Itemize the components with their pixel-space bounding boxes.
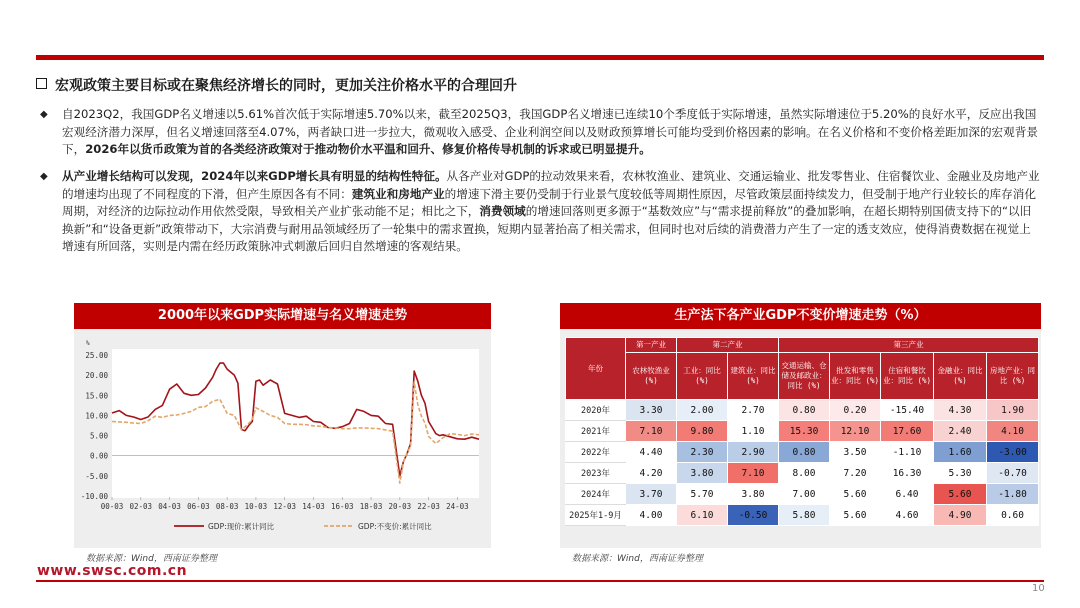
table-cell: 12.10 xyxy=(830,421,881,442)
y-tick-label: 0.00 xyxy=(89,451,108,461)
column-header: 农林牧渔业 (%) xyxy=(626,353,677,400)
table-cell: 5.60 xyxy=(830,484,881,505)
footer-red-line xyxy=(36,580,1044,582)
table-cell: 7.10 xyxy=(728,463,779,484)
bullet-1-bold-text: 2026年以货币政策为首的各类经济政策对于推动物价水平温和回升、修复价格传导机制的诉求或已明显提升。 xyxy=(85,142,651,156)
row-year-label: 2025年1-9月 xyxy=(566,505,626,526)
y-tick-label: -10.00 xyxy=(80,492,108,501)
table-cell: 1.10 xyxy=(728,421,779,442)
x-tick-label: 08-03 xyxy=(215,502,239,511)
diamond-bullet-icon: ◆ xyxy=(40,109,48,120)
group-header: 第一产业 xyxy=(626,338,677,353)
table-cell: -1.10 xyxy=(881,442,934,463)
bullet-2-text-b: 的增速下滑主要仍受制于行业景气度较低等周期性原因，尽管政策层面持续发力，但受制于地产行业较长的库存消化周期，对经济的边际拉动作用依然受限，导致相关产业扩张动能不足；相比之下， xyxy=(62,186,1036,218)
table-cell: -15.40 xyxy=(881,400,934,421)
table-cell: 4.20 xyxy=(626,463,677,484)
column-header: 房地产业：同比 (%) xyxy=(987,353,1039,400)
table-cell: 6.10 xyxy=(677,505,728,526)
column-header: 工业：同比 (%) xyxy=(677,353,728,400)
row-year-label: 2021年 xyxy=(566,421,626,442)
table-cell: -0.70 xyxy=(987,463,1039,484)
right-source: 数据来源：Wind，西南证券整理 xyxy=(572,554,703,564)
table-cell: 3.30 xyxy=(626,400,677,421)
x-tick-label: 24-03 xyxy=(446,502,469,511)
table-cell: 2.00 xyxy=(677,400,728,421)
bullet-2-text-c: 的增速回落则更多源于“基数效应”与“需求提前释放”的叠加影响，在超长期特别国债支持下的“以旧换新”和“设备更新”政策带动下，大宗消费与耐用品领域经历了一轮集中的需求置换，短期内显著抬高了相关需求，但同时也对后续的消费潜力产生了一定的透支效应，使得消费数据在视觉上增速有所回落，实则是内需在经历政策脉冲式刺激后回归自然增速的客观结果。 xyxy=(62,204,1032,253)
table-row xyxy=(566,421,1039,442)
y-tick-label: -5.00 xyxy=(85,471,108,481)
table-cell: 3.50 xyxy=(830,442,881,463)
table-cell: -1.80 xyxy=(987,484,1039,505)
table-cell: 3.80 xyxy=(728,484,779,505)
table-cell: 4.30 xyxy=(934,400,987,421)
table-cell: 5.80 xyxy=(779,505,830,526)
x-tick-label: 20-03 xyxy=(388,502,412,511)
table-cell: 0.20 xyxy=(830,400,881,421)
table-cell: 4.40 xyxy=(626,442,677,463)
table-row xyxy=(566,442,1039,463)
x-tick-label: 12-03 xyxy=(273,502,296,511)
bullet-paragraph-2 xyxy=(40,168,1042,256)
table-cell: 16.30 xyxy=(881,463,934,484)
y-tick-label: 25.00 xyxy=(85,351,108,360)
table-cell: 4.10 xyxy=(987,421,1039,442)
table-cell: 4.00 xyxy=(626,505,677,526)
table-cell: 3.70 xyxy=(626,484,677,505)
table-cell: 17.60 xyxy=(881,421,934,442)
x-tick-label: 16-03 xyxy=(330,502,354,511)
legend-label-1: GDP:现价:累计同比 xyxy=(208,522,275,531)
x-tick-label: 00-03 xyxy=(100,502,124,511)
table-cell: 15.30 xyxy=(779,421,830,442)
table-cell: 9.80 xyxy=(677,421,728,442)
x-tick-label: 10-03 xyxy=(244,502,268,511)
table-cell: 3.80 xyxy=(677,463,728,484)
table-cell: 0.80 xyxy=(779,400,830,421)
table-cell: 5.30 xyxy=(934,463,987,484)
y-tick-label: 20.00 xyxy=(85,371,108,381)
y-tick-label: 5.00 xyxy=(89,431,108,441)
industry-growth-table xyxy=(565,337,1039,526)
table-cell: 5.70 xyxy=(677,484,728,505)
table-cell: -3.00 xyxy=(987,442,1039,463)
table-cell: 4.90 xyxy=(934,505,987,526)
table-row xyxy=(566,484,1039,505)
bullet-paragraph-1 xyxy=(40,106,1042,159)
column-header: 建筑业：同比 (%) xyxy=(728,353,779,400)
table-cell: 2.30 xyxy=(677,442,728,463)
page-number: 10 xyxy=(1032,583,1045,594)
table-cell: 6.40 xyxy=(881,484,934,505)
top-red-bar xyxy=(36,55,1044,60)
y-tick-label: 15.00 xyxy=(85,391,108,401)
table-cell: 1.90 xyxy=(987,400,1039,421)
left-chart-title: 2000年以来GDP实际增速与名义增速走势 xyxy=(74,303,491,329)
table-cell: 7.00 xyxy=(779,484,830,505)
column-header: 住宿和餐饮业：同比 (%) xyxy=(881,353,934,400)
table-cell: 7.10 xyxy=(626,421,677,442)
diamond-bullet-icon: ◆ xyxy=(40,171,48,182)
table-cell: 0.80 xyxy=(779,442,830,463)
bullet-2-bold-consumption: 消费领域 xyxy=(479,204,526,218)
column-header: 金融业：同比 (%) xyxy=(934,353,987,400)
table-cell: 1.60 xyxy=(934,442,987,463)
y-unit-label: % xyxy=(86,340,90,347)
row-year-label: 2020年 xyxy=(566,400,626,421)
right-table-title: 生产法下各产业GDP不变价增速走势（%） xyxy=(560,303,1041,329)
footer-url: www.swsc.com.cn xyxy=(37,563,188,579)
table-cell: 8.00 xyxy=(779,463,830,484)
table-cell: 2.90 xyxy=(728,442,779,463)
table-row xyxy=(566,400,1039,421)
x-tick-label: 02-03 xyxy=(129,502,153,511)
table-cell: 2.70 xyxy=(728,400,779,421)
x-tick-label: 04-03 xyxy=(158,502,181,511)
table-cell: 0.60 xyxy=(987,505,1039,526)
table-cell: 7.20 xyxy=(830,463,881,484)
bullet-2-text-a: 从各产业对GDP的拉动效果来看，农林牧渔业、建筑业、交通运输业、批发零售业、住宿餐饮业、金融业及房地产业的增速均出现了不同程度的下滑，但产生原因各有不同： xyxy=(62,169,1040,201)
table-cell: 5.60 xyxy=(830,505,881,526)
group-header: 第二产业 xyxy=(677,338,779,353)
column-header: 交通运输、仓储及邮政业：同比 (%) xyxy=(779,353,830,400)
row-year-label: 2023年 xyxy=(566,463,626,484)
table-cell: 4.60 xyxy=(881,505,934,526)
section-title xyxy=(36,75,517,95)
bullet-2-bold-construction: 建筑业和房地产业 xyxy=(351,186,445,201)
group-header: 第三产业 xyxy=(779,338,1039,353)
table-cell: 5.60 xyxy=(934,484,987,505)
left-chart-panel xyxy=(74,303,491,548)
table-row xyxy=(566,505,1039,526)
row-year-label: 2022年 xyxy=(566,442,626,463)
gdp-line-chart xyxy=(74,303,491,548)
checkbox-square-icon xyxy=(36,78,47,89)
left-source: 数据来源：Wind，西南证券整理 xyxy=(86,554,217,564)
table-cell: 2.40 xyxy=(934,421,987,442)
bullet-1-text: 自2023Q2，我国GDP名义增速以5.61%首次低于实际增速5.70%以来，截至2025Q3，我国GDP名义增速已连续10个季度低于实际增速，虽然实际增速位于5.20%的良好水平，反应出我国宏观经济潜力深厚，但名义增速回落至4.07%，两者缺口进一步拉大，微观收入感受、企业利润空间以及财政预算增长可能均受到价格因素的影响。在名义价格和不变价格差距加深的宏观背景下， xyxy=(62,107,1038,156)
x-tick-label: 22-03 xyxy=(417,502,440,511)
row-year-label: 2024年 xyxy=(566,484,626,505)
x-tick-label: 18-03 xyxy=(359,502,383,511)
section-title-text: 宏观政策主要目标或在聚焦经济增长的同时，更加关注价格水平的合理回升 xyxy=(55,78,517,94)
x-tick-label: 14-03 xyxy=(302,502,325,511)
table-row xyxy=(566,463,1039,484)
legend-label-2: GDP:不变价:累计同比 xyxy=(358,522,432,531)
x-tick-label: 06-03 xyxy=(187,502,210,511)
table-cell: -0.50 xyxy=(728,505,779,526)
column-header: 批发和零售业：同比 (%) xyxy=(830,353,881,400)
y-tick-label: 10.00 xyxy=(85,411,108,421)
year-header: 年份 xyxy=(566,338,626,400)
bullet-2-bold-lead: 从产业增长结构可以发现，2024年以来GDP增长具有明显的结构性特征。 xyxy=(62,169,447,183)
